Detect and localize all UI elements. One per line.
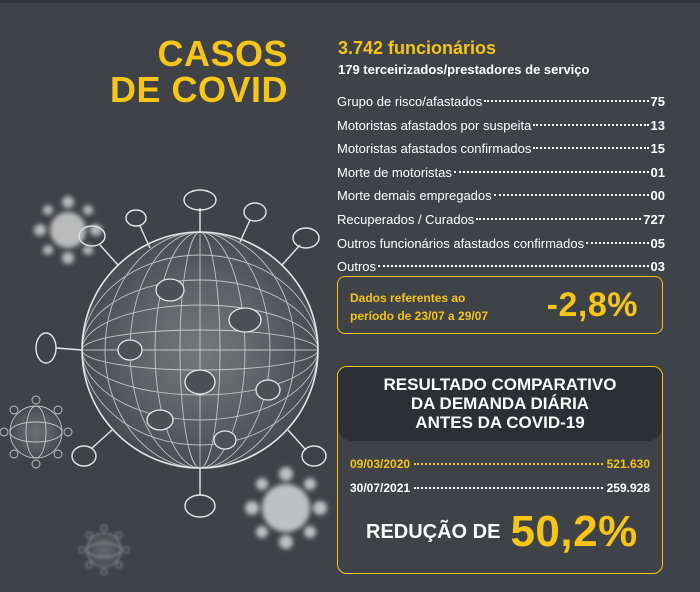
case-value: 05 — [650, 235, 665, 251]
period-description — [350, 289, 520, 325]
case-row — [337, 208, 665, 232]
comparison-value: 259.928 — [606, 481, 650, 495]
dot-leader — [494, 194, 649, 196]
dot-leader — [378, 265, 649, 267]
comparison-heading-line-3: ANTES DA COVID-19 — [415, 413, 585, 432]
case-row — [337, 137, 665, 161]
case-row — [337, 114, 665, 138]
comparison-value: 521.630 — [606, 457, 650, 471]
dot-leader — [484, 100, 648, 102]
blurred-virus-icon-2 — [245, 467, 327, 549]
case-value: 13 — [650, 117, 665, 133]
cases-list — [337, 90, 665, 279]
comparison-date: 30/07/2021 — [350, 481, 411, 495]
case-label: Motoristas afastados confirmados — [337, 141, 532, 157]
virus-illustration — [0, 150, 340, 592]
comparison-row — [350, 481, 650, 495]
reduction-label: REDUÇÃO DE — [366, 520, 501, 543]
title-line-1: CASOS — [157, 33, 288, 74]
case-value: 15 — [650, 141, 665, 157]
case-label: Grupo de risco/afastados — [337, 94, 483, 109]
small-virus-icon — [0, 396, 72, 468]
comparison-box — [337, 366, 663, 574]
top-border — [0, 0, 700, 3]
period-change: -2,8% — [546, 286, 638, 324]
comparison-heading-line-1: RESULTADO COMPARATIVO — [383, 375, 617, 394]
dot-leader — [533, 147, 648, 149]
page-title — [100, 33, 288, 110]
period-line-2: período de 23/07 a 29/07 — [350, 309, 489, 323]
small-virus-icon-2 — [79, 525, 129, 575]
case-label: Outros — [337, 259, 377, 275]
reduction — [366, 507, 638, 557]
dot-leader — [414, 463, 603, 465]
case-value: 01 — [650, 164, 665, 180]
comparison-date: 09/03/2020 — [350, 457, 411, 471]
case-value: 03 — [650, 259, 665, 275]
case-value: 727 — [643, 211, 665, 227]
dot-leader — [533, 124, 648, 126]
case-row — [337, 232, 665, 256]
employees-count: 3.742 funcionários — [338, 38, 497, 58]
case-row — [337, 90, 665, 114]
case-label: Motoristas afastados por suspeita — [337, 117, 532, 133]
case-label: Recuperados / Curados — [337, 211, 475, 227]
dot-leader — [454, 171, 649, 173]
reduction-value: 50,2% — [510, 507, 638, 556]
case-row — [337, 184, 665, 208]
period-box — [337, 276, 663, 334]
case-row — [337, 161, 665, 185]
dot-leader — [476, 218, 641, 220]
comparison-row — [350, 457, 650, 471]
case-value: 75 — [650, 94, 665, 109]
title-line-2: DE COVID — [109, 69, 288, 110]
contractors-count: 179 terceirizados/prestadores de serviço — [338, 62, 590, 77]
period-line-1: Dados referentes ao — [350, 291, 466, 305]
dot-leader — [414, 487, 603, 489]
dot-leader — [586, 242, 648, 244]
case-value: 00 — [650, 188, 665, 204]
comparison-heading — [338, 367, 662, 441]
case-label: Morte demais empregados — [337, 188, 492, 204]
case-label: Morte de motoristas — [337, 164, 452, 180]
comparison-heading-line-2: DA DEMANDA DIÁRIA — [410, 394, 590, 413]
case-label: Outros funcionários afastados confirmados — [337, 235, 585, 251]
blurred-virus-icon — [34, 196, 102, 264]
